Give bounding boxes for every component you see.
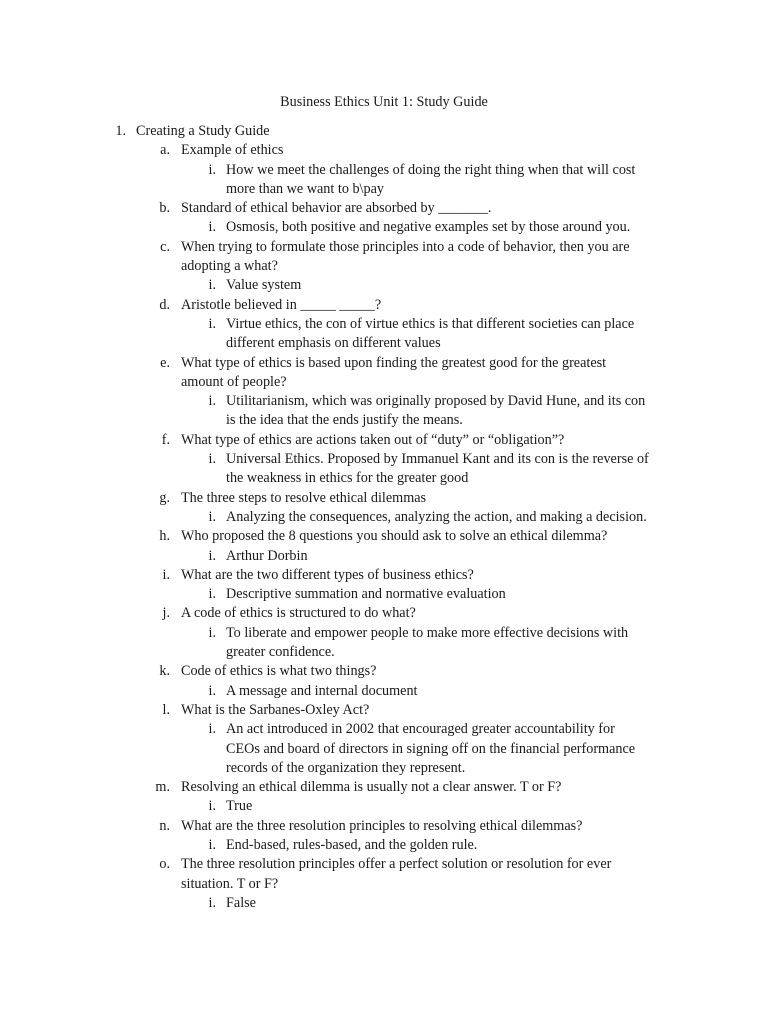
answer-item xyxy=(0,392,768,411)
question-item xyxy=(0,662,768,681)
answer-item xyxy=(0,585,768,604)
answer-item-continued xyxy=(0,334,768,353)
list-marker: i. xyxy=(208,219,216,236)
answer-item-continued xyxy=(0,759,768,778)
answer-item xyxy=(0,508,768,527)
answer-item xyxy=(0,624,768,643)
list-text: Arthur Dorbin xyxy=(226,547,308,564)
list-marker: l. xyxy=(162,701,170,718)
question-item xyxy=(0,566,768,585)
list-text: True xyxy=(226,798,253,815)
list-marker: k. xyxy=(159,663,170,680)
list-marker: a. xyxy=(160,142,170,159)
list-text: Analyzing the consequences, analyzing the action, and making a decision. xyxy=(226,508,647,525)
question-item-continued xyxy=(0,373,768,392)
answer-item xyxy=(0,218,768,237)
study-guide-outline xyxy=(0,122,768,913)
list-marker: j. xyxy=(162,605,170,622)
answer-item-continued xyxy=(0,469,768,488)
document-title: Business Ethics Unit 1: Study Guide xyxy=(280,94,488,110)
question-item xyxy=(0,604,768,623)
list-marker: i. xyxy=(208,547,216,564)
list-text: Example of ethics xyxy=(181,142,284,159)
question-item xyxy=(0,778,768,797)
list-marker: i. xyxy=(208,161,216,178)
list-text: The three steps to resolve ethical dilemmas xyxy=(181,489,427,506)
section-heading xyxy=(0,122,768,141)
list-text: adopting a what? xyxy=(181,258,278,275)
question-item xyxy=(0,527,768,546)
list-marker: i. xyxy=(208,451,216,468)
list-marker: m. xyxy=(155,779,170,796)
list-marker: i. xyxy=(208,508,216,525)
list-text: Resolving an ethical dilemma is usually not a clear answer. T or F? xyxy=(181,779,562,796)
list-marker: i. xyxy=(208,798,216,815)
list-text: greater confidence. xyxy=(226,644,335,661)
list-text: different emphasis on different values xyxy=(226,335,441,352)
question-item xyxy=(0,238,768,257)
answer-item xyxy=(0,720,768,739)
list-text: What type of ethics are actions taken out of “duty” or “obligation”? xyxy=(181,431,565,448)
answer-item xyxy=(0,797,768,816)
list-text: How we meet the challenges of doing the right thing when that will cost xyxy=(226,161,636,178)
list-text: When trying to formulate those principles into a code of behavior, then you are xyxy=(181,238,630,255)
answer-item xyxy=(0,682,768,701)
list-marker: i. xyxy=(162,566,170,583)
list-text: Aristotle believed in _____ _____? xyxy=(181,296,382,313)
list-marker: e. xyxy=(160,354,170,371)
list-marker: i. xyxy=(208,315,216,332)
answer-item-continued xyxy=(0,411,768,430)
list-text: Who proposed the 8 questions you should ask to solve an ethical dilemma? xyxy=(181,528,608,545)
question-item xyxy=(0,489,768,508)
question-item xyxy=(0,817,768,836)
list-text: End-based, rules-based, and the golden rule. xyxy=(226,836,478,853)
list-marker: f. xyxy=(161,431,170,448)
list-text: Value system xyxy=(226,277,302,294)
list-marker: i. xyxy=(208,721,216,738)
answer-item-continued xyxy=(0,180,768,199)
question-item-continued xyxy=(0,257,768,276)
list-text: What is the Sarbanes-Oxley Act? xyxy=(181,701,370,718)
list-marker: g. xyxy=(159,489,170,506)
list-text: more than we want to b\pay xyxy=(226,180,384,197)
list-marker: o. xyxy=(159,856,170,873)
list-text: To liberate and empower people to make more effective decisions with xyxy=(226,624,629,641)
question-item xyxy=(0,431,768,450)
list-text: The three resolution principles offer a perfect solution or resolution for ever xyxy=(181,856,612,873)
answer-item xyxy=(0,161,768,180)
list-text: amount of people? xyxy=(181,373,287,390)
list-text: False xyxy=(226,894,256,911)
list-text: Virtue ethics, the con of virtue ethics is that different societies can place xyxy=(226,315,635,332)
question-item xyxy=(0,701,768,720)
list-text: Descriptive summation and normative evaluation xyxy=(226,586,506,603)
answer-item-continued xyxy=(0,740,768,759)
list-text: An act introduced in 2002 that encouraged greater accountability for xyxy=(226,721,615,738)
list-text: A code of ethics is structured to do what? xyxy=(181,605,416,622)
question-item xyxy=(0,855,768,874)
list-marker: 1. xyxy=(115,123,126,139)
list-text: Osmosis, both positive and negative examples set by those around you. xyxy=(226,219,631,236)
list-text: CEOs and board of directors in signing off on the financial performance xyxy=(226,740,636,757)
list-text: A message and internal document xyxy=(226,682,418,699)
answer-item-continued xyxy=(0,643,768,662)
list-marker: n. xyxy=(159,817,170,834)
question-item xyxy=(0,199,768,218)
list-marker: i. xyxy=(208,624,216,641)
list-marker: c. xyxy=(160,238,170,255)
list-marker: d. xyxy=(159,296,170,313)
list-marker: i. xyxy=(208,682,216,699)
answer-item xyxy=(0,547,768,566)
list-text: Code of ethics is what two things? xyxy=(181,663,377,680)
list-marker: i. xyxy=(208,393,216,410)
list-text: What are the two different types of business ethics? xyxy=(181,566,474,583)
list-text: the weakness in ethics for the greater good xyxy=(226,470,469,487)
list-text: is the idea that the ends justify the means. xyxy=(226,412,463,429)
list-marker: i. xyxy=(208,894,216,911)
list-text: Creating a Study Guide xyxy=(136,123,270,139)
list-text: situation. T or F? xyxy=(181,875,279,892)
list-text: records of the organization they represent. xyxy=(226,759,466,776)
question-item xyxy=(0,141,768,160)
list-text: Standard of ethical behavior are absorbed by _______. xyxy=(181,200,492,217)
list-text: What are the three resolution principles to resolving ethical dilemmas? xyxy=(181,817,583,834)
list-text: Universal Ethics. Proposed by Immanuel Kant and its con is the reverse of xyxy=(226,451,649,468)
question-item xyxy=(0,354,768,373)
list-text: Utilitarianism, which was originally proposed by David Hune, and its con xyxy=(226,393,646,410)
list-marker: h. xyxy=(159,528,170,545)
answer-item xyxy=(0,894,768,913)
list-marker: i. xyxy=(208,586,216,603)
answer-item xyxy=(0,276,768,295)
answer-item xyxy=(0,315,768,334)
question-item-continued xyxy=(0,875,768,894)
list-text: What type of ethics is based upon finding the greatest good for the greatest xyxy=(181,354,607,371)
list-marker: b. xyxy=(159,200,170,217)
list-marker: i. xyxy=(208,277,216,294)
answer-item xyxy=(0,836,768,855)
question-item xyxy=(0,296,768,315)
list-marker: i. xyxy=(208,836,216,853)
answer-item xyxy=(0,450,768,469)
